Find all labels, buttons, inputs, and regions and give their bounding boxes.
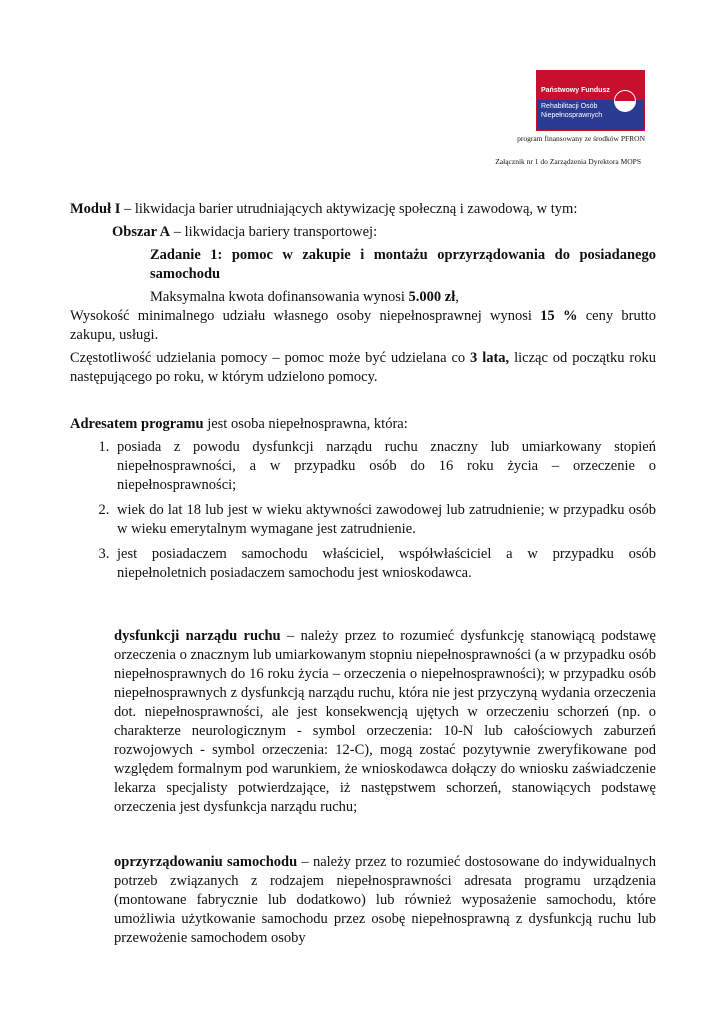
task-title-text: Zadanie 1: pomoc w zakupie i montażu oprzyrządowania do posiadanego samochodu: [150, 247, 656, 282]
own-contribution-value: 15 %: [540, 308, 578, 324]
max-amount-text: Maksymalna kwota dofinansowania wynosi: [150, 289, 409, 305]
logo-line-2-3: [541, 102, 602, 120]
area-label: Obszar A: [112, 224, 171, 240]
condition-item: 1. posiada z powodu dysfunkcji narządu ruchu znaczny lub umiarkowany stopień niepełnosprawności, a w przypadku osób do 16 roku życia – orzeczenie o niepełnosprawności;: [113, 438, 656, 495]
frequency-tail: licząc od początku roku następującego po roku, w którym udzielono pomocy.: [70, 350, 657, 385]
task-title: [150, 246, 656, 284]
logo-line-3: Niepełnosprawnych: [541, 112, 603, 119]
main-content: [70, 200, 656, 589]
frequency-value: 3 lata,: [470, 350, 510, 366]
addressee-label: Adresatem programu: [70, 416, 204, 432]
max-amount-line: [150, 288, 656, 307]
area-text: – likwidacja bariery transportowej:: [170, 224, 378, 240]
condition-item: 2. wiek do lat 18 lub jest w wieku aktywności zawodowej lub zatrudnienie; w przypadku osób w wieku emerytalnym wymagane jest zatrudnienie.: [113, 501, 656, 539]
max-amount-value: 5.000 zł: [408, 289, 456, 305]
own-contribution-text: Wysokość minimalnego udziału własnego osoby niepełnosprawnej wynosi: [70, 308, 541, 324]
own-contribution-line: [70, 307, 656, 345]
frequency-text: Częstotliwość udzielania pomocy – pomoc może być udzielana co: [70, 350, 471, 366]
addressee-line: [70, 415, 656, 434]
logo-line-2: Rehabilitacji Osób: [541, 103, 598, 110]
funding-note: program finansowany ze środków PFRON: [517, 134, 645, 143]
definition-term: oprzyrządowaniu samochodu: [114, 854, 298, 870]
module-line: [70, 200, 656, 219]
frequency-line: [70, 349, 656, 387]
logo-line-1: Państwowy Fundusz: [541, 87, 610, 94]
max-amount-tail: ,: [455, 289, 459, 305]
own-contribution-tail: ceny brutto zakupu, usługi.: [70, 308, 656, 343]
logo-circle-icon: [614, 90, 636, 112]
definition-item: [114, 627, 656, 817]
definition-item: [114, 853, 656, 948]
pfron-logo: [536, 70, 645, 131]
condition-item: 3. jest posiadaczem samochodu właściciel, współwłaściciel a w przypadku osób niepełnoletnich posiadaczem samochodu jest wnioskodawca.: [113, 545, 656, 583]
definitions: [114, 627, 656, 984]
annex-note: Załącznik nr 1 do Zarządzenia Dyrektora MOPS: [495, 157, 641, 166]
area-line: [112, 223, 656, 242]
module-text: – likwidacja barier utrudniających aktywizację społeczną i zawodową, w tym:: [120, 201, 578, 217]
module-label: Moduł I: [70, 201, 121, 217]
conditions-list: [70, 438, 656, 583]
definition-text: – należy przez to rozumieć dostosowane do indywidualnych potrzeb związanych z rodzajem niepełnosprawności adresata programu urządzenia (montowane fabrycznie lub dodatkowo) lub również wyposażenie samochodu, które umożliwia użytkowanie samochodu przez osobę niepełnosprawną z dysfunkcją ruchu lub przewożenie samochodem osoby: [114, 854, 656, 946]
definition-text: – należy przez to rozumieć dysfunkcję stanowiącą podstawę orzeczenia o znacznym lub umiarkowanym stopniu niepełnosprawności (a w przypadku osób niepełnosprawnych do 16 roku życia – orzeczenia o niepełnosprawności); w przypadku osób niepełnosprawnych z dysfunkcją narządu ruchu, która nie jest przyczyną wydania orzeczenia dot. niepełnosprawności, ale jest konsekwencją ujętych w orzeczeniu schorzeń (np. o charakterze neurologicznym - symbol orzeczenia: 10-N lub całościowych zaburzeń rozwojowych - symbol orzeczenia: 12-C), mogą zostać pozytywnie zweryfikowane pod względem formalnym pod warunkiem, że wnioskodawca dołączy do wniosku zaświadczenie lekarza specjalisty potwierdzające, iż następstwem schorzeń, stanowiących podstawę orzeczenia jest dysfunkcja narządu ruchu;: [114, 628, 656, 815]
addressee-text: jest osoba niepełnosprawna, która:: [203, 416, 408, 432]
definition-term: dysfunkcji narządu ruchu: [114, 628, 281, 644]
